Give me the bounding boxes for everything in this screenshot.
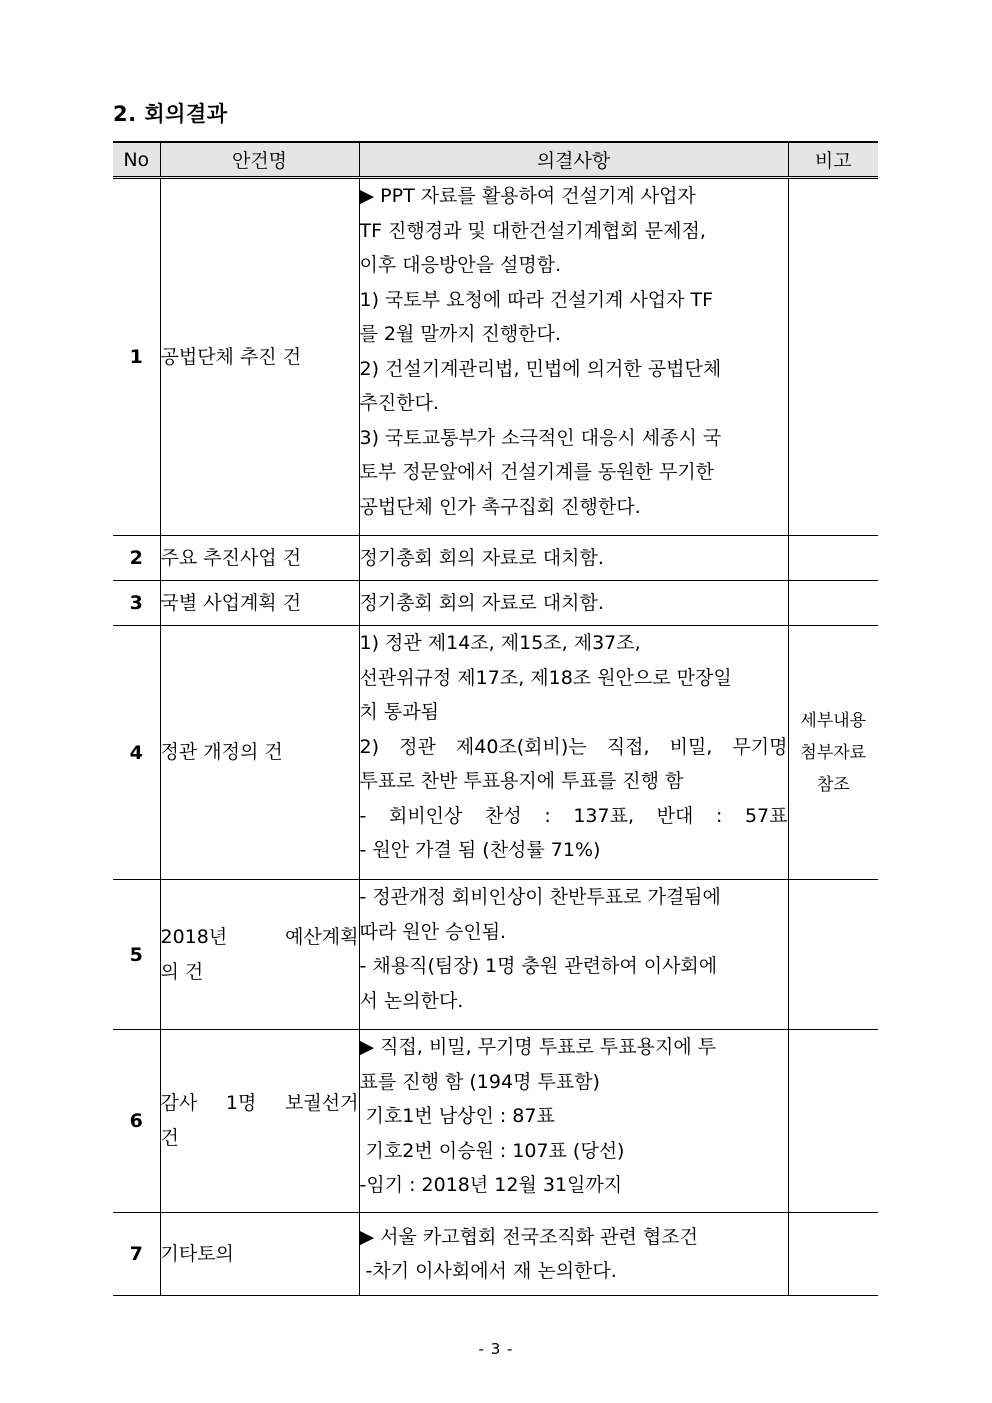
decision-line: 따라 원안 승인됨. [359, 920, 507, 943]
section-title: 2. 회의결과 [113, 102, 228, 126]
decision-cell [359, 1030, 788, 1213]
decision-cell [359, 536, 788, 581]
decision-line: 표를 진행 함 (194명 투표함) [359, 1070, 600, 1093]
table-row [113, 1213, 878, 1296]
decision-line: 선관위규정 제17조, 제18조 원안으로 만장일 [359, 666, 732, 689]
table-body [113, 178, 878, 1296]
note-cell [788, 178, 878, 536]
agenda-line: 의 건 [160, 960, 204, 983]
agenda-item [160, 626, 359, 880]
header-agenda: 안건명 [160, 142, 359, 178]
decision-line: 정기총회 회의 자료로 대치함. [359, 591, 604, 614]
agenda-line: 주요 추진사업 건 [160, 546, 302, 569]
row-number: 6 [113, 1030, 160, 1213]
decision-line: 기호2번 이승원 : 107표 (당선) [359, 1139, 625, 1162]
page-number: - 3 - [478, 1340, 514, 1358]
decision-line: 토부 정문앞에서 건설기계를 동원한 무기한 [359, 461, 715, 483]
decision-line: 서 논의한다. [359, 989, 464, 1012]
row-number: 7 [113, 1213, 160, 1296]
agenda-item [160, 178, 359, 536]
decision-line: 3) 국토교통부가 소극적인 대응시 세종시 국 [359, 426, 722, 449]
header-decision: 의결사항 [359, 142, 788, 178]
row-number: 5 [113, 880, 160, 1030]
meeting-results-table [113, 141, 878, 1296]
agenda-line: 감사 1명 보궐선거 [160, 1092, 359, 1114]
decision-line: -차기 이사회에서 재 논의한다. [359, 1260, 617, 1282]
agenda-line: 국별 사업계획 건 [160, 591, 302, 614]
decision-line: 공법단체 인가 촉구집회 진행한다. [359, 495, 641, 518]
table-row [113, 880, 878, 1030]
decision-cell [359, 581, 788, 626]
decision-line: 정기총회 회의 자료로 대치함. [359, 546, 604, 569]
header-note: 비고 [788, 142, 878, 178]
agenda-line: 정관 개정의 건 [160, 741, 283, 763]
decision-line: 1) 국토부 요청에 따라 건설기계 사업자 TF [359, 288, 714, 311]
agenda-item [160, 880, 359, 1030]
note-cell [788, 626, 878, 880]
table-row [113, 536, 878, 581]
row-number: 1 [113, 178, 160, 536]
decision-line: 추진한다. [359, 392, 439, 414]
table-row [113, 1030, 878, 1213]
table-row [113, 178, 878, 536]
note-cell [788, 1030, 878, 1213]
decision-cell [359, 178, 788, 536]
note-line: 첨부자료 [800, 742, 867, 763]
decision-line: - 원안 가결 됨 (찬성률 71%) [359, 839, 601, 861]
decision-line: 2) 건설기계관리법, 민법에 의거한 공법단체 [359, 357, 722, 380]
agenda-item [160, 1030, 359, 1213]
agenda-item [160, 1213, 359, 1296]
agenda-line: 건 [160, 1127, 179, 1149]
agenda-item [160, 581, 359, 626]
header-no: No [113, 142, 160, 178]
decision-line: ▶ 직접, 비밀, 무기명 투표로 투표용지에 투 [359, 1036, 717, 1058]
row-number: 3 [113, 581, 160, 626]
note-cell [788, 536, 878, 581]
decision-line: 1) 정관 제14조, 제15조, 제37조, [359, 632, 641, 654]
decision-cell [359, 626, 788, 880]
agenda-item [160, 536, 359, 581]
agenda-line: 공법단체 추진 건 [160, 345, 302, 368]
note-cell [788, 880, 878, 1030]
row-number: 2 [113, 536, 160, 581]
decision-line: 기호1번 남상인 : 87표 [359, 1105, 555, 1127]
agenda-line: 기타토의 [160, 1242, 234, 1265]
decision-line: ▶ 서울 카고협회 전국조직화 관련 협조건 [359, 1225, 698, 1248]
table-row [113, 581, 878, 626]
decision-line: - 회비인상 찬성 : 137표, 반대 : 57표 [359, 804, 788, 827]
decision-line: ▶ PPT 자료를 활용하여 건설기계 사업자 [359, 185, 696, 207]
decision-line: - 채용직(팀장) 1명 충원 관련하여 이사회에 [359, 955, 718, 977]
decision-line: -임기 : 2018년 12월 31일까지 [359, 1174, 623, 1196]
decision-cell [359, 880, 788, 1030]
table-row [113, 626, 878, 880]
decision-line: - 정관개정 회비인상이 찬반투표로 가결됨에 [359, 886, 721, 908]
table-header-row [113, 142, 878, 178]
decision-line: TF 진행경과 및 대한건설기계협회 문제점, [359, 219, 706, 242]
note-line: 세부내용 [800, 710, 867, 731]
note-cell [788, 1213, 878, 1296]
decision-line: 2) 정관 제40조(회비)는 직접, 비밀, 무기명 [359, 735, 788, 758]
row-number: 4 [113, 626, 160, 880]
note-line: 참조 [816, 774, 850, 795]
decision-cell [359, 1213, 788, 1296]
note-cell [788, 581, 878, 626]
decision-line: 를 2월 말까지 진행한다. [359, 323, 561, 345]
decision-line: 이후 대응방안을 설명함. [359, 254, 562, 276]
decision-line: 치 통과됨 [359, 701, 439, 723]
agenda-line: 2018년 예산계획 [160, 925, 359, 948]
decision-line: 투표로 찬반 투표용지에 투표를 진행 함 [359, 770, 684, 792]
